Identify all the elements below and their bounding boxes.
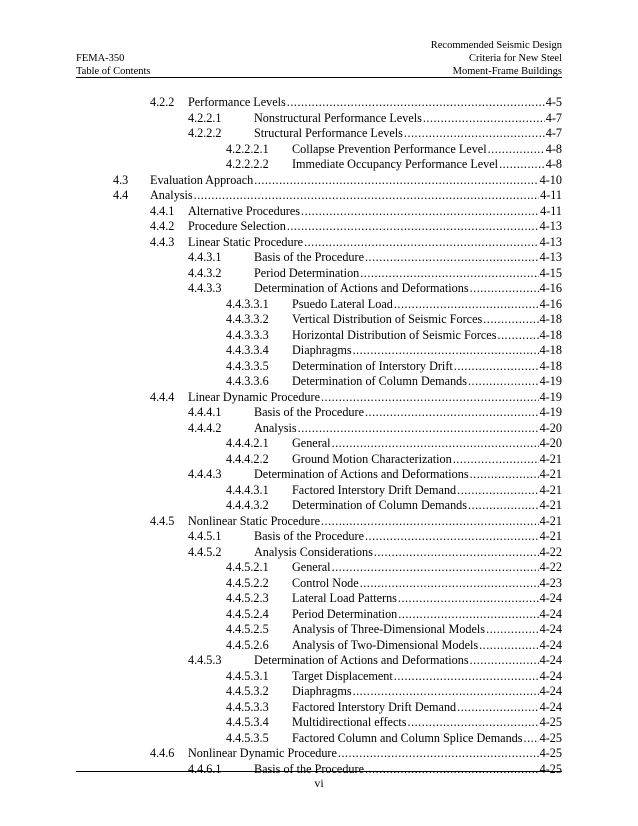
toc-entry-leader-line [292,343,562,359]
toc-entry-leader-line [292,684,562,700]
toc-entry-number: 4.4.4 [150,389,175,404]
toc-entry-page: 4-24 [539,591,562,605]
toc-entry-page: 4-18 [539,327,562,342]
dot-leader [332,560,539,576]
dot-leader [479,638,539,654]
toc-entry-page: 4-20 [539,420,562,435]
dot-leader [457,483,539,499]
toc-entry-title: Control Node [292,575,359,590]
toc-entry[interactable] [0,700,638,716]
toc-entry-number: 4.2.2.1 [188,110,222,125]
section-name: Table of Contents [76,66,151,77]
toc-entry-title: Structural Performance Levels [254,126,403,140]
toc-entry[interactable] [0,576,638,592]
header-right [431,39,562,78]
toc-entry[interactable] [0,514,638,530]
toc-entry-number: 4.2.2 [150,95,175,109]
toc-entry[interactable] [0,684,638,700]
dot-leader [394,669,539,685]
toc-entry[interactable] [0,762,638,778]
toc-entry-page: 4-22 [539,544,562,559]
toc-entry-number: 4.4.6 [150,746,175,760]
toc-entry-number: 4.4.6.1 [188,761,222,776]
toc-entry-number: 4.4.3.2 [188,265,222,280]
dot-leader [365,250,539,266]
toc-entry[interactable] [0,421,638,437]
toc-entry-title: Ground Motion Characterization [292,451,452,466]
toc-entry-title: Vertical Distribution of Seismic Forces [292,312,483,326]
toc-entry-title: Procedure Selection [188,219,286,233]
toc-entry-leader-line [292,498,562,514]
toc-entry[interactable] [0,328,638,344]
toc-entry-title: Determination of Actions and Deformations [254,467,469,481]
toc-entry-leader-line [254,467,562,483]
toc-entry-page: 4-18 [539,312,562,326]
toc-entry-number: 4.4.4.3 [188,467,222,481]
toc-entry-title: Determination of Column Demands [292,374,467,388]
toc-entry-number: 4.4.4.1 [188,405,222,419]
toc-entry-leader-line [254,762,562,778]
dot-leader [321,390,539,406]
toc-entry-page: 4-7 [545,126,562,140]
toc-entry[interactable] [0,591,638,607]
toc-entry-title: Analysis Considerations [254,544,373,559]
toc-entry-leader-line [292,297,562,313]
toc-entry-leader-line [254,405,562,421]
toc-entry[interactable] [0,359,638,375]
toc-entry-leader-line [292,359,562,375]
toc-entry-number: 4.4.3.3.4 [226,343,269,357]
toc-entry-number: 4.4.3.3 [188,281,222,295]
dot-leader [497,328,538,344]
dot-leader [365,405,539,421]
dot-leader [254,173,538,189]
dot-leader [374,545,539,561]
toc-entry-number: 4.4.3.3.6 [226,374,269,388]
toc-entry-title: Basis of the Procedure [254,761,364,776]
toc-entry[interactable] [0,250,638,266]
toc-entry-page: 4-8 [545,157,562,171]
toc-entry-leader-line [292,436,562,452]
toc-entry-leader-line [254,421,562,437]
toc-entry-page: 4-25 [539,715,562,729]
toc-entry[interactable] [0,731,638,747]
toc-entry[interactable] [0,95,638,111]
toc-entry[interactable] [0,560,638,576]
toc-entry-number: 4.4.5.2.1 [226,560,269,574]
dot-leader [287,219,539,235]
toc-entry-number: 4.4.3.3.1 [226,296,269,311]
toc-entry-title: Nonstructural Performance Levels [254,110,422,125]
toc-entry-number: 4.4.5.2.6 [226,637,269,652]
toc-entry-number: 4.4.5.3.1 [226,668,269,683]
toc-entry-title: Immediate Occupancy Performance Level [292,157,499,171]
toc-entry-leader-line [188,390,562,406]
toc-entry[interactable] [0,545,638,561]
dot-leader [470,653,539,669]
toc-entry-number: 4.2.2.2 [188,126,222,140]
toc-entry-leader-line [254,545,562,561]
toc-entry-number: 4.3 [113,172,129,187]
toc-entry[interactable] [0,452,638,468]
toc-entry-title: Analysis [254,420,297,435]
toc-entry-leader-line [254,126,562,142]
toc-entry-title: Nonlinear Dynamic Procedure [188,746,337,760]
dot-leader [360,576,539,592]
toc-entry-page: 4-22 [539,560,562,574]
toc-entry-leader-line [292,607,562,623]
dot-leader [423,111,545,127]
toc-entry-number: 4.4.3.3.5 [226,358,269,373]
toc-entry-title: Nonlinear Static Procedure [188,513,320,528]
toc-entry-leader-line [254,529,562,545]
toc-entry-page: 4-15 [539,265,562,280]
toc-entry-leader-line [188,746,562,762]
toc-entry-number: 4.4.5.2.5 [226,622,269,636]
toc-entry-leader-line [292,638,562,654]
header-rule [76,77,562,78]
toc-entry-title: Multidirectional effects [292,715,407,729]
toc-entry-page: 4-16 [539,296,562,311]
toc-entry[interactable] [0,374,638,390]
toc-entry-leader-line [254,266,562,282]
toc-entry[interactable] [0,653,638,669]
toc-entry-leader-line [292,483,562,499]
toc-entry-number: 4.2.2.2.2 [226,157,269,171]
toc-entry-number: 4.4.5 [150,513,175,528]
toc-entry-number: 4.4 [113,188,129,202]
toc-entry-number: 4.4.3.3.3 [226,327,269,342]
toc-entry-leader-line [292,731,562,747]
toc-entry-page: 4-21 [539,529,562,543]
toc-entry[interactable] [0,529,638,545]
toc-entry-leader-line [292,560,562,576]
dot-leader [338,746,539,762]
toc-entry-leader-line [292,328,562,344]
toc-entry-number: 4.4.5.3.2 [226,684,269,698]
footer-rule [76,771,562,772]
toc-entry-leader-line [292,669,562,685]
toc-entry-leader-line [292,591,562,607]
toc-entry-title: Target Displacement [292,668,393,683]
toc-entry[interactable] [0,173,638,189]
toc-entry[interactable] [0,266,638,282]
toc-entry-page: 4-8 [545,141,562,156]
toc-entry-number: 4.4.5.2.3 [226,591,269,605]
toc-entry[interactable] [0,390,638,406]
toc-entry-number: 4.4.5.2.4 [226,606,269,621]
toc-entry-number: 4.4.3 [150,234,175,249]
dot-leader [457,700,539,716]
toc-entry-title: Basis of the Procedure [254,405,364,419]
toc-entry[interactable] [0,669,638,685]
toc-entry[interactable] [0,483,638,499]
toc-entry-title: Basis of the Procedure [254,250,364,264]
dot-leader [332,436,539,452]
toc-entry-title: Evaluation Approach [150,172,254,187]
toc-entry-number: 4.4.4.2.2 [226,451,269,466]
toc-entry-title: Horizontal Distribution of Seismic Forces [292,327,497,342]
toc-entry-number: 4.4.3.3.2 [226,312,269,326]
toc-entry-page: 4-21 [539,498,562,512]
page-number: vi [314,776,324,790]
toc-entry-title: Analysis of Three-Dimensional Models [292,622,486,636]
toc-entry-number: 4.4.4.2 [188,420,222,435]
dot-leader [301,204,539,220]
toc-entry-page: 4-11 [540,203,562,218]
dot-leader [398,607,538,623]
dot-leader [353,343,539,359]
toc-entry[interactable] [0,622,638,638]
dot-leader [468,498,539,514]
toc-entry-page: 4-25 [539,761,562,776]
toc-entry-title: Analysis of Two-Dimensional Models [292,637,479,652]
toc-entry-title: General [292,436,331,450]
toc-entry-page: 4-24 [539,668,562,683]
toc-entry-page: 4-19 [539,374,562,388]
dot-leader [483,312,538,328]
toc-entry-number: 4.4.4.2.1 [226,436,269,450]
toc-entry-leader-line [254,281,562,297]
toc-entry-page: 4-24 [539,699,562,714]
toc-entry-leader-line [292,576,562,592]
dot-leader [454,359,539,375]
toc-entry-page: 4-7 [545,110,562,125]
toc-entry[interactable] [0,281,638,297]
toc-entry-title: Diaphragms [292,343,352,357]
toc-entry-title: Linear Static Procedure [188,234,304,249]
dot-leader [287,95,545,111]
toc-entry-page: 4-13 [539,250,562,264]
toc-entry[interactable] [0,638,638,654]
toc-entry-page: 4-16 [539,281,562,295]
toc-entry-title: Lateral Load Patterns [292,591,397,605]
table-of-contents [0,95,638,777]
dot-leader [470,281,539,297]
toc-entry-page: 4-19 [539,405,562,419]
toc-entry-title: Factored Column and Column Splice Demands [292,730,523,745]
dot-leader [499,157,545,173]
toc-entry-leader-line [254,653,562,669]
toc-entry-page: 4-10 [539,172,562,187]
toc-entry-leader-line [292,374,562,390]
dot-leader [488,142,545,158]
document-title-line-2: Criteria for New Steel [468,53,562,64]
toc-entry-number: 4.4.2 [150,219,175,233]
toc-entry-title: Factored Interstory Drift Demand [292,482,457,497]
toc-entry-leader-line [188,204,562,220]
toc-entry-title: Period Determination [292,606,398,621]
toc-entry[interactable] [0,188,638,204]
toc-entry-title: Linear Dynamic Procedure [188,389,320,404]
toc-entry-page: 4-24 [539,653,562,667]
toc-entry-page: 4-13 [539,234,562,249]
toc-entry-leader-line [292,157,562,173]
toc-entry[interactable] [0,219,638,235]
toc-entry-title: Determination of Column Demands [292,498,467,512]
toc-entry-number: 4.4.5.2 [188,544,222,559]
toc-entry-leader-line [188,514,562,530]
toc-entry-title: Determination of Actions and Deformations [254,281,469,295]
header-left [76,52,151,78]
toc-entry-title: Alternative Procedures [188,203,301,218]
dot-leader [394,297,539,313]
toc-entry-page: 4-24 [539,637,562,652]
toc-entry[interactable] [0,746,638,762]
toc-entry-number: 4.4.4.3.2 [226,498,269,512]
dot-leader [470,467,539,483]
toc-entry-leader-line [292,142,562,158]
toc-entry-page: 4-21 [539,467,562,481]
toc-entry-leader-line [292,452,562,468]
toc-entry-number: 4.2.2.2.1 [226,141,269,156]
document-id: FEMA-350 [76,53,125,64]
toc-entry-leader-line [292,700,562,716]
toc-entry[interactable] [0,297,638,313]
toc-entry[interactable] [0,142,638,158]
toc-entry-title: Basis of the Procedure [254,529,364,543]
toc-entry-leader-line [150,188,562,204]
toc-entry-page: 4-24 [539,622,562,636]
toc-entry[interactable] [0,312,638,328]
toc-entry-number: 4.4.3.1 [188,250,222,264]
toc-entry[interactable] [0,498,638,514]
toc-entry-number: 4.4.1 [150,203,175,218]
toc-entry-number: 4.4.5.3.3 [226,699,269,714]
toc-entry-leader-line [292,715,562,731]
toc-entry-page: 4-21 [539,513,562,528]
toc-entry-page: 4-20 [539,436,562,450]
dot-leader [524,731,539,747]
toc-entry-page: 4-24 [539,684,562,698]
toc-entry[interactable] [0,111,638,127]
toc-entry[interactable] [0,436,638,452]
toc-entry-number: 4.4.5.1 [188,529,222,543]
dot-leader [353,684,539,700]
toc-entry-leader-line [188,219,562,235]
dot-leader [365,529,539,545]
toc-entry[interactable] [0,607,638,623]
toc-entry-leader-line [188,95,562,111]
toc-entry[interactable] [0,343,638,359]
dot-leader [321,514,539,530]
toc-entry-leader-line [292,312,562,328]
toc-entry-page: 4-5 [545,95,562,109]
toc-entry-title: Performance Levels [188,95,286,109]
toc-entry-page: 4-13 [539,219,562,233]
toc-entry[interactable] [0,405,638,421]
toc-entry-number: 4.4.4.3.1 [226,482,269,497]
dot-leader [408,715,539,731]
toc-entry-page: 4-19 [539,389,562,404]
toc-entry[interactable] [0,467,638,483]
toc-entry-title: Factored Interstory Drift Demand [292,699,457,714]
toc-entry-title: General [292,560,331,574]
dot-leader [398,591,539,607]
toc-entry-leader-line [254,250,562,266]
toc-entry-leader-line [150,173,562,189]
toc-entry-leader-line [188,235,562,251]
toc-entry-page: 4-11 [540,188,562,202]
toc-entry-number: 4.4.5.3.5 [226,730,269,745]
toc-entry[interactable] [0,126,638,142]
dot-leader [453,452,539,468]
toc-entry-page: 4-21 [539,451,562,466]
toc-entry-page: 4-18 [539,343,562,357]
toc-entry-title: Analysis [150,188,193,202]
toc-entry-number: 4.4.5.3.4 [226,715,269,729]
toc-entry-page: 4-25 [539,746,562,760]
toc-entry-page: 4-18 [539,358,562,373]
toc-entry-number: 4.4.5.3 [188,653,222,667]
toc-entry-title: Collapse Prevention Performance Level [292,141,487,156]
dot-leader [404,126,545,142]
toc-entry-leader-line [292,622,562,638]
toc-entry-title: Determination of Actions and Deformations [254,653,469,667]
toc-entry[interactable] [0,235,638,251]
toc-entry[interactable] [0,157,638,173]
dot-leader [468,374,539,390]
dot-leader [304,235,539,251]
toc-entry-page: 4-23 [539,575,562,590]
toc-entry-title: Determination of Interstory Drift [292,358,453,373]
dot-leader [194,188,539,204]
dot-leader [365,762,539,778]
toc-entry[interactable] [0,715,638,731]
dot-leader [298,421,539,437]
dot-leader [486,622,539,638]
toc-entry-page: 4-25 [539,730,562,745]
toc-entry-page: 4-21 [539,482,562,497]
toc-entry-title: Psuedo Lateral Load [292,296,393,311]
document-title-line-1: Recommended Seismic Design [430,40,562,51]
toc-entry-title: Diaphragms [292,684,352,698]
toc-entry-page: 4-24 [539,606,562,621]
toc-entry-number: 4.4.5.2.2 [226,575,269,590]
toc-entry-leader-line [254,111,562,127]
dot-leader [360,266,538,282]
document-title-line-3: Moment-Frame Buildings [452,66,562,77]
toc-entry[interactable] [0,204,638,220]
toc-entry-title: Period Determination [254,265,360,280]
